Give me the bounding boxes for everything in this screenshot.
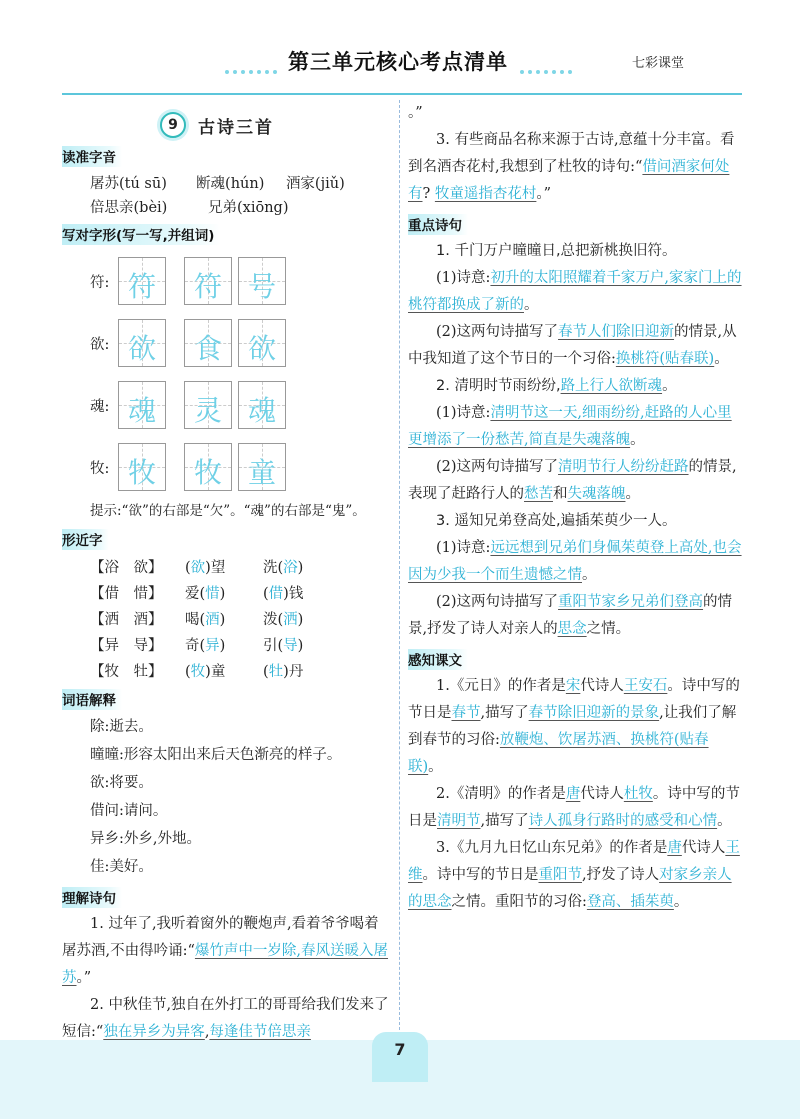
writing-cell: 牧 (118, 443, 166, 491)
page-header (0, 40, 800, 80)
section-pronounce: 读准字音 (62, 146, 122, 167)
writing-grid-row (62, 438, 392, 496)
pronounce-item: 酒家(jiǔ) (285, 175, 345, 192)
section-words: 词语解释 (62, 689, 122, 710)
understand-q1: 1. 过年了,我听着窗外的鞭炮声,看着爷爷喝着屠苏酒,不由得吟诵:“爆竹声中一岁除,春风送暖入屠苏。” (62, 916, 389, 986)
writing-cell: 欲 (118, 319, 166, 367)
section-similar: 形近字 (62, 529, 109, 550)
hint-text: 提示:“欲”的右部是“欠”。“魂”的右部是“鬼”。 (90, 503, 366, 519)
key-2-scene: (2)这两句诗描写了清明节行人纷纷赶路的情景,表现了赶路行人的愁苦和失魂落魄。 (408, 459, 737, 502)
writing-grid-row (62, 252, 392, 310)
understand-q3: 3. 有些商品名称来源于古诗,意蕴十分丰富。看到名酒杏花村,我想到了杜牧的诗句:“借问酒家何处有? 牧童遥指杏花村。” (408, 132, 735, 202)
key-poem-2: 2. 清明时节雨纷纷,路上行人欲断魂。 (436, 378, 677, 394)
similar-row: 【借 惜】 爱(惜) (借)钱 (90, 585, 304, 602)
lesson-title: 古诗三首 (198, 117, 274, 138)
header-dots-left (225, 62, 281, 66)
understand-q2-end: 。” (408, 105, 423, 121)
writing-cell: 欲 (238, 319, 286, 367)
perceive-1: 1.《元日》的作者是宋代诗人王安石。诗中写的节日是春节,描写了春节除旧迎新的景象,让我们了解到春节的习俗:放鞭炮、饮屠苏酒、换桃符(贴春联)。 (408, 678, 740, 775)
writing-cell: 牧 (184, 443, 232, 491)
writing-cell: 食 (184, 319, 232, 367)
pronounce-row (62, 170, 392, 194)
perceive-2: 2.《清明》的作者是唐代诗人杜牧。诗中写的节日是清明节,描写了诗人孤身行路时的感受和心情。 (408, 786, 740, 829)
key-2-meaning: (1)诗意:清明节这一天,细雨纷纷,赶路的人心里更增添了一份愁苦,简直是失魂落魄。 (408, 405, 732, 448)
writing-cell: 童 (238, 443, 286, 491)
word-definition: 借问:请问。 (90, 803, 168, 819)
brand-label: 七彩课堂 (632, 56, 685, 71)
key-poem-1: 1. 千门万户曈曈日,总把新桃换旧符。 (436, 243, 677, 259)
page-number: 7 (394, 1040, 406, 1059)
key-3-meaning: (1)诗意:远远想到兄弟们身佩茱萸登上高处,也会因为少我一个而生遗憾之情。 (408, 540, 742, 583)
key-1-meaning: (1)诗意:初升的太阳照耀着千家万户,家家门上的桃符都换成了新的。 (408, 270, 742, 313)
key-1-scene: (2)这两句诗描写了春节人们除旧迎新的情景,从中我知道了这个节日的一个习俗:换桃符(贴春联)。 (408, 324, 737, 367)
pronounce-item: 屠苏(tú sū) (90, 175, 167, 192)
word-definition: 欲:将要。 (90, 775, 153, 791)
right-column (408, 100, 743, 916)
key-3-scene: (2)这两句诗描写了重阳节家乡兄弟们登高的情景,抒发了诗人对亲人的思念之情。 (408, 594, 733, 637)
page-title: 第三单元核心考点清单 (288, 50, 508, 74)
grid-prompt: 魂: (90, 398, 110, 415)
pronounce-item: 倍思亲(bèi) (90, 199, 168, 216)
writing-grid-row (62, 314, 392, 372)
header-dots-right (520, 62, 576, 66)
pronounce-row (62, 194, 392, 218)
understand-q2: 2. 中秋佳节,独自在外打工的哥哥给我们发来了短信:“独在异乡为异客,每逢佳节倍思亲 (62, 997, 389, 1040)
section-write: 写对字形(写一写,并组词) (62, 224, 220, 245)
pronounce-item: 断魂(hún) (196, 175, 265, 192)
similar-row: 【洒 酒】 喝(酒) 泼(洒) (90, 611, 304, 628)
similar-row: 【浴 欲】 (欲)望 洗(浴) (90, 559, 304, 576)
writing-cell: 魂 (118, 381, 166, 429)
writing-grid-row (62, 376, 392, 434)
similar-row: 【牧 牡】 (牧)童 (牡)丹 (90, 663, 304, 680)
word-definition: 除:逝去。 (90, 719, 153, 735)
section-perceive: 感知课文 (408, 649, 468, 670)
lesson-number: 9 (160, 112, 186, 138)
writing-cell: 魂 (238, 381, 286, 429)
word-definition: 曈曈:形容太阳出来后天色渐亮的样子。 (90, 747, 342, 763)
writing-cell: 号 (238, 257, 286, 305)
pronounce-item: 兄弟(xiōng) (208, 199, 289, 216)
word-definition: 佳:美好。 (90, 859, 153, 875)
word-definition: 异乡:外乡,外地。 (90, 831, 201, 847)
header-line (62, 93, 742, 95)
writing-cell: 灵 (184, 381, 232, 429)
grid-prompt: 牧: (90, 460, 110, 477)
lesson-heading (160, 110, 392, 140)
section-key: 重点诗句 (408, 214, 468, 235)
writing-cell: 符 (184, 257, 232, 305)
similar-row: 【异 导】 奇(异) 引(导) (90, 637, 304, 654)
left-column (62, 100, 392, 1046)
perceive-3: 3.《九月九日忆山东兄弟》的作者是唐代诗人王维。诗中写的节日是重阳节,抒发了诗人对家乡亲人的思念之情。重阳节的习俗:登高、插茱萸。 (408, 840, 740, 910)
key-poem-3: 3. 遥知兄弟登高处,遍插茱萸少一人。 (436, 513, 677, 529)
section-understand: 理解诗句 (62, 887, 122, 908)
grid-prompt: 符: (90, 274, 110, 291)
writing-cell: 符 (118, 257, 166, 305)
grid-prompt: 欲: (90, 336, 110, 353)
column-divider (399, 100, 400, 1030)
